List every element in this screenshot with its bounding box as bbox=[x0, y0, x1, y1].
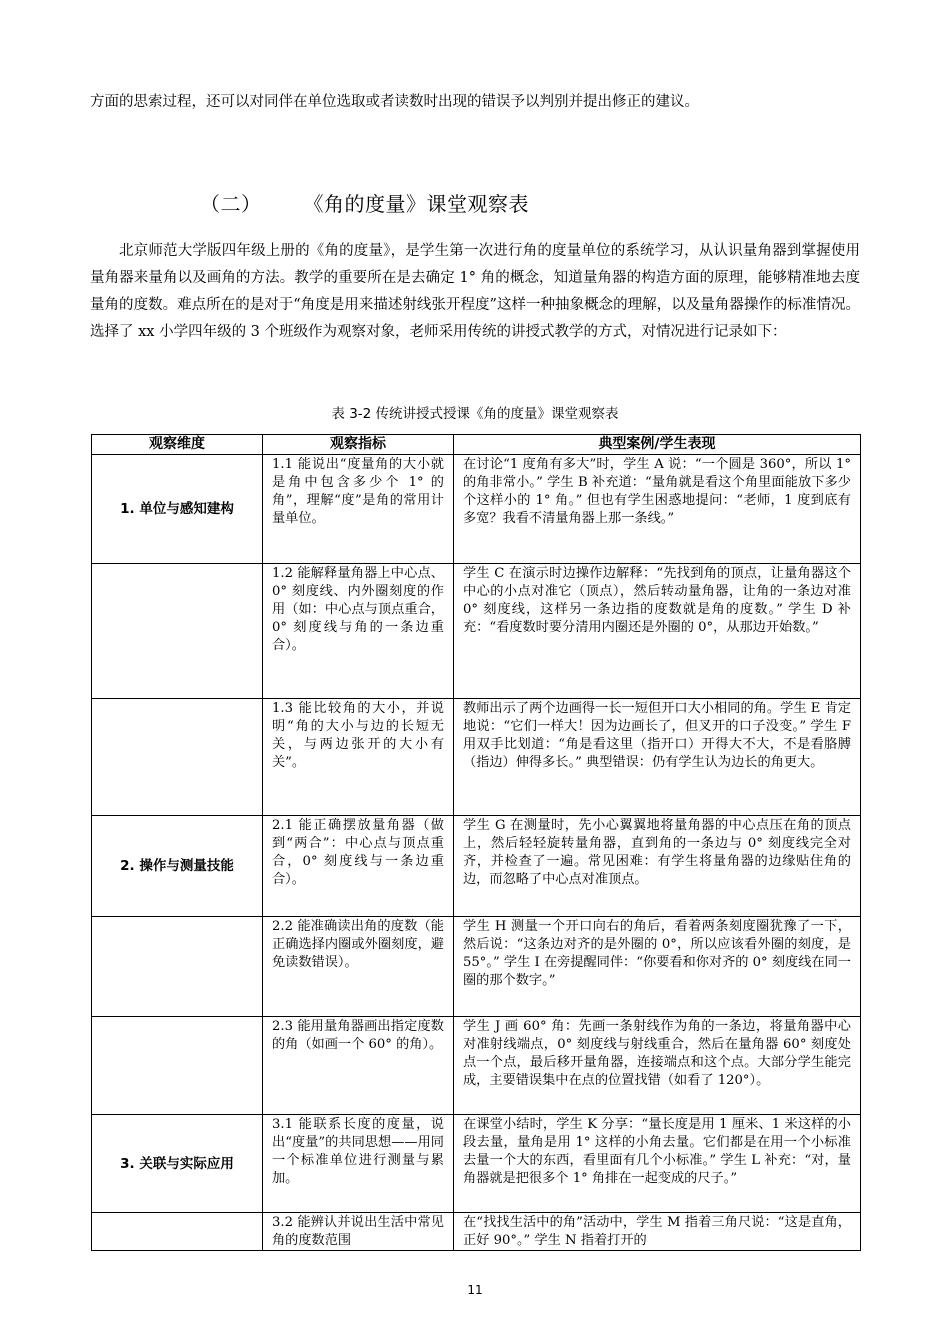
header-indicator: 观察指标 bbox=[263, 435, 454, 455]
table-row bbox=[92, 1115, 861, 1213]
example-cell: 在讨论“1 度角有多大”时，学生 A 说：“一个圆是 360°，所以 1° 的角非常小。” 学生 B 补充道：“量角就是看这个角里面能放下多少个这样小的 1° 角。” 但也有学生困惑地提问：“老师，1 度到底有多宽？我看不清量角器上那一条线。” bbox=[454, 455, 861, 564]
dimension-cell: 3. 关联与实际应用 bbox=[92, 1115, 263, 1213]
example-cell: 在课堂小结时，学生 K 分享：“量长度是用 1 厘米、1 米这样的小段去量，量角是用 1° 这样的小角去量。它们都是在用一个小标准去量一个大的东西，看里面有几个小标准。” 学生 L 补充：“对，量角器就是把很多个 1° 角排在一起变成的尺子。” bbox=[454, 1115, 861, 1213]
dimension-cell bbox=[92, 1017, 263, 1115]
indicator-cell: 3.1 能联系长度的度量，说出“度量”的共同思想——用同一个标准单位进行测量与累加。 bbox=[263, 1115, 454, 1213]
example-cell: 教师出示了两个边画得一长一短但开口大小相同的角。学生 E 肯定地说：“它们一样大！因为边画长了，但叉开的口子没变。” 学生 F 用双手比划道：“角是看这里（指开口）开得大不大，不是看胳膊（指边）伸得多长。” 典型错误：仍有学生认为边长的角更大。 bbox=[454, 699, 861, 816]
table-caption: 表 3-2 传统讲授式授课《角的度量》课堂观察表 bbox=[331, 406, 619, 422]
dimension-cell bbox=[92, 917, 263, 1017]
example-cell: 在“找找生活中的角”活动中，学生 M 指着三角尺说：“这是直角，正好 90°。” 学生 N 指着打开的 bbox=[454, 1213, 861, 1251]
header-dimension: 观察维度 bbox=[92, 435, 263, 455]
example-cell: 学生 J 画 60° 角：先画一条射线作为角的一条边，将量角器中心对准射线端点，0° 刻度线与射线重合，然后在量角器 60° 刻度处点一个点，最后移开量角器，连接端点和这个点。大部分学生能完成，主要错误集中在点的位置找错（如看了 120°）。 bbox=[454, 1017, 861, 1115]
example-cell: 学生 H 测量一个开口向右的角后，看着两条刻度圈犹豫了一下，然后说：“这条边对齐的是外圈的 0°，所以应该看外圈的刻度，是 55°。” 学生 I 在旁提醒同伴：“你要看和你对齐的 0° 刻度线在同一圈的那个数字。” bbox=[454, 917, 861, 1017]
indicator-cell: 3.2 能辨认并说出生活中常见角的度数范围 bbox=[263, 1213, 454, 1251]
dimension-cell bbox=[92, 1213, 263, 1251]
table-row bbox=[92, 1017, 861, 1115]
table-row bbox=[92, 1213, 861, 1251]
dimension-cell bbox=[92, 699, 263, 816]
indicator-cell: 2.1 能正确摆放量角器（做到“两合”：中心点与顶点重合，0° 刻度线与一条边重合）。 bbox=[263, 816, 454, 917]
page-number: 11 bbox=[467, 1283, 483, 1297]
header-example: 典型案例/学生表现 bbox=[454, 435, 861, 455]
table-row bbox=[92, 455, 861, 564]
indicator-cell: 1.2 能解释量角器上中心点、0° 刻度线、内外圈刻度的作用（如：中心点与顶点重合，0° 刻度线与角的一条边重合）。 bbox=[263, 564, 454, 699]
example-cell: 学生 G 在测量时，先小心翼翼地将量角器的中心点压在角的顶点上，然后轻轻旋转量角器，直到角的一条边与 0° 刻度线完全对齐，并检查了一遍。常见困难：有学生将量角器的边缘贴住角的边，而忽略了中心点对准顶点。 bbox=[454, 816, 861, 917]
indicator-cell: 1.3 能比较角的大小，并说明“角的大小与边的长短无关，与两边张开的大小有关”。 bbox=[263, 699, 454, 816]
observation-table bbox=[91, 434, 861, 1251]
lead-paragraph: 方面的思索过程，还可以对同伴在单位选取或者读数时出现的错误予以判别并提出修正的建议。 bbox=[90, 94, 699, 110]
indicator-cell: 2.2 能准确读出角的度数（能正确选择内圈或外圈刻度，避免读数错误）。 bbox=[263, 917, 454, 1017]
table-row bbox=[92, 564, 861, 699]
section-number: （二） bbox=[200, 192, 262, 216]
dimension-cell: 2. 操作与测量技能 bbox=[92, 816, 263, 917]
example-cell: 学生 C 在演示时边操作边解释：“先找到角的顶点，让量角器这个中心的小点对准它（顶点），然后转动量角器，让角的一条边对准 0° 刻度线，这样另一条边指的度数就是角的度数。” 学生 D 补充：“看度数时要分清用内圈还是外圈的 0°，从那边开始数。” bbox=[454, 564, 861, 699]
indicator-cell: 2.3 能用量角器画出指定度数的角（如画一个 60° 的角）。 bbox=[263, 1017, 454, 1115]
table-row bbox=[92, 917, 861, 1017]
dimension-cell: 1. 单位与感知建构 bbox=[92, 455, 263, 564]
table-row bbox=[92, 699, 861, 816]
indicator-cell: 1.1 能说出“度量角的大小就是角中包含多少个 1° 的角”，理解“度”是角的常用计量单位。 bbox=[263, 455, 454, 564]
dimension-cell bbox=[92, 564, 263, 699]
intro-paragraph: 北京师范大学版四年级上册的《角的度量》，是学生第一次进行角的度量单位的系统学习，从认识量角器到掌握使用量角器来量角以及画角的方法。教学的重要所在是去确定 1° 角的概念，知道量角器的构造方面的原理，能够精准地去度量角的度数。难点所在的是对于“角度是用来描述射线张开程度”这样一种抽象概念的理解，以及量角器操作的标准情况。选择了 xx 小学四年级的 3 个班级作为观察对象，老师采用传统的讲授式教学的方式，对情况进行记录如下： bbox=[90, 243, 860, 340]
section-heading bbox=[200, 188, 529, 217]
table-row bbox=[92, 816, 861, 917]
table-header-row bbox=[92, 435, 861, 455]
section-title: 《角的度量》课堂观察表 bbox=[303, 192, 529, 216]
